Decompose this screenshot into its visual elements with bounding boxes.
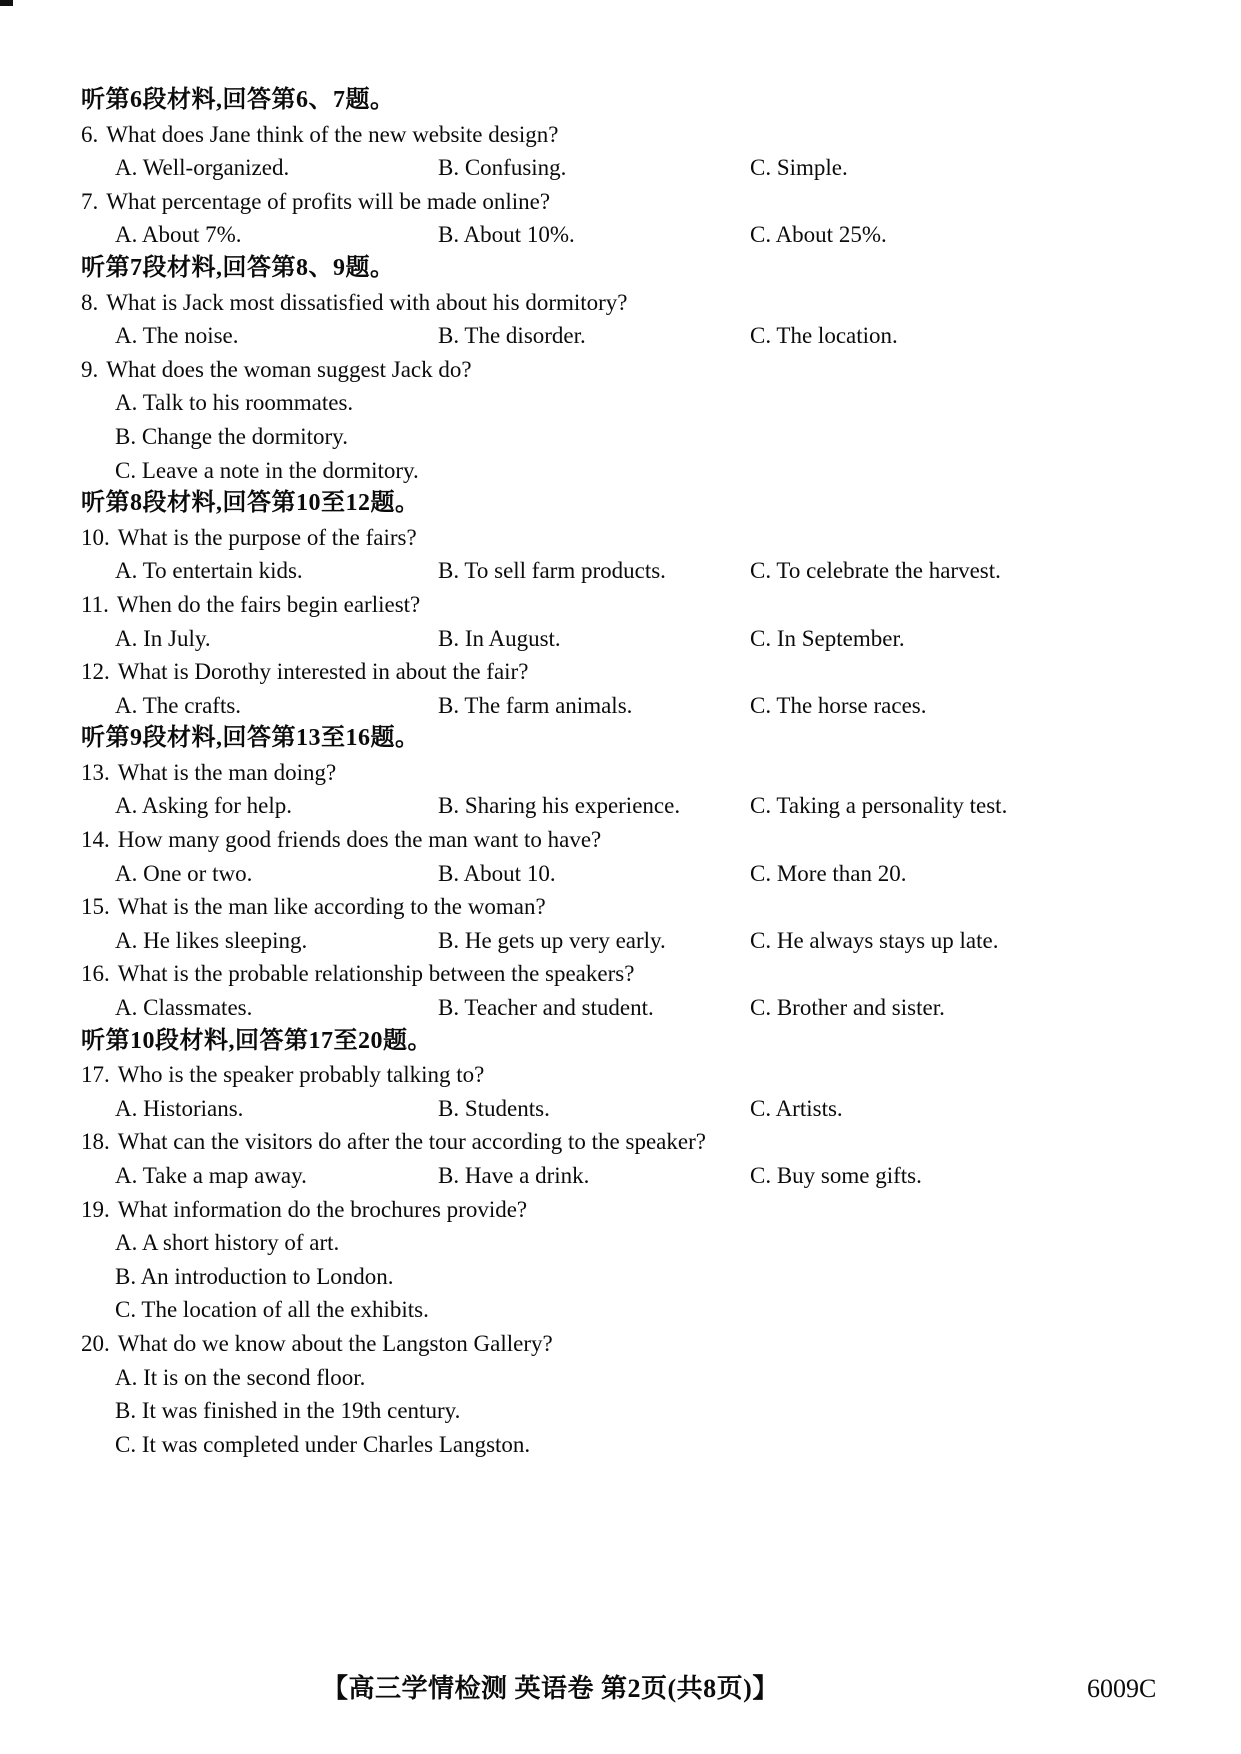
- question-number: 12.: [81, 659, 110, 685]
- option-line: A. It is on the second floor.: [115, 1364, 366, 1390]
- option-line: A. Talk to his roommates.: [115, 390, 354, 416]
- option: B. To sell farm products.: [438, 558, 666, 584]
- options-row: [81, 924, 1171, 958]
- option: C. To celebrate the harvest.: [750, 558, 1001, 584]
- section-header: 听第7段材料,回答第8、9题。: [81, 254, 395, 281]
- question-text: What does the woman suggest Jack do?: [106, 356, 472, 382]
- question-line: [81, 521, 1171, 555]
- question-text: How many good friends does the man want to have?: [117, 827, 602, 853]
- question-text: What information do the brochures provide?: [117, 1196, 528, 1222]
- option: A. Take a map away.: [115, 1163, 307, 1188]
- question-line: [81, 1193, 1171, 1227]
- option-line: A. A short history of art.: [115, 1230, 340, 1256]
- footer-paper-code: 6009C: [1087, 1674, 1157, 1703]
- question-text: What is Dorothy interested in about the fair?: [117, 659, 529, 685]
- question-line: [81, 1125, 1171, 1159]
- option: A. The noise.: [115, 323, 239, 349]
- options-row: [81, 151, 1171, 185]
- options-row: [81, 218, 1171, 252]
- options-row: [81, 991, 1171, 1025]
- option: B. Students.: [438, 1095, 550, 1121]
- option: C. In September.: [750, 625, 905, 651]
- option: C. More than 20.: [750, 860, 907, 886]
- question-number: 18.: [81, 1129, 110, 1155]
- option-line: B. Change the dormitory.: [115, 423, 348, 449]
- option: B. Teacher and student.: [438, 995, 654, 1021]
- question-line: [81, 957, 1171, 991]
- option: B. About 10%.: [438, 222, 575, 248]
- options-row: [81, 319, 1171, 353]
- section-header: 听第9段材料,回答第13至16题。: [81, 725, 420, 752]
- option: B. In August.: [438, 625, 561, 651]
- option: A. Classmates.: [115, 995, 253, 1021]
- options-row: [81, 689, 1171, 723]
- option: C. He always stays up late.: [750, 927, 999, 953]
- question-number: 16.: [81, 961, 110, 987]
- question-number: 15.: [81, 894, 110, 920]
- options-row: [81, 622, 1171, 656]
- question-line: [81, 185, 1171, 219]
- option: A. One or two.: [115, 860, 253, 886]
- option: C. The horse races.: [750, 692, 927, 718]
- option: B. About 10.: [438, 860, 556, 886]
- option: B. Have a drink.: [438, 1163, 590, 1188]
- question-number: 8.: [81, 289, 99, 315]
- scan-artifact-top-left: [0, 0, 13, 6]
- question-line: [81, 588, 1171, 622]
- question-line: [81, 1327, 1171, 1361]
- question-number: 17.: [81, 1062, 110, 1088]
- option: A. Historians.: [115, 1095, 244, 1121]
- question-text: What is Jack most dissatisfied with about his dormitory?: [106, 289, 628, 315]
- option: C. Brother and sister.: [750, 995, 945, 1021]
- options-row: [81, 1092, 1171, 1126]
- options-row: [81, 1159, 1171, 1193]
- question-text: What is the man doing?: [117, 759, 337, 785]
- question-text: What does Jane think of the new website design?: [106, 121, 559, 147]
- question-line: [81, 655, 1171, 689]
- options-row: [81, 857, 1171, 891]
- question-line: [81, 890, 1171, 924]
- page-footer: [0, 1672, 1241, 1706]
- option-line: C. It was completed under Charles Langston.: [115, 1431, 531, 1457]
- question-line: [81, 118, 1171, 152]
- section-header: 听第10段材料,回答第17至20题。: [81, 1027, 432, 1054]
- option: B. Sharing his experience.: [438, 793, 681, 819]
- questions-area: [81, 84, 1171, 1461]
- option: C. Artists.: [750, 1095, 843, 1121]
- option: A. Asking for help.: [115, 793, 292, 819]
- option: B. Confusing.: [438, 155, 567, 181]
- option-line: C. The location of all the exhibits.: [115, 1297, 429, 1323]
- question-number: 11.: [81, 591, 109, 617]
- question-line: [81, 1058, 1171, 1092]
- question-text: When do the fairs begin earliest?: [116, 591, 421, 617]
- question-text: What do we know about the Langston Gallery?: [117, 1330, 553, 1356]
- option: C. About 25%.: [750, 222, 887, 248]
- footer-exam-title: 【高三学情检测 英语卷 第2页(共8页)】: [322, 1674, 779, 1703]
- question-number: 20.: [81, 1330, 110, 1356]
- option: C. Taking a personality test.: [750, 793, 1008, 819]
- question-text: What is the purpose of the fairs?: [117, 524, 417, 550]
- option: A. About 7%.: [115, 222, 242, 248]
- question-number: 19.: [81, 1196, 110, 1222]
- option: C. Simple.: [750, 155, 848, 181]
- option: C. The location.: [750, 323, 898, 349]
- option-line: B. An introduction to London.: [115, 1263, 394, 1289]
- question-number: 14.: [81, 827, 110, 853]
- options-row: [81, 554, 1171, 588]
- question-line: [81, 353, 1171, 387]
- option-line: C. Leave a note in the dormitory.: [115, 457, 419, 483]
- option: B. The disorder.: [438, 323, 586, 349]
- section-header: 听第8段材料,回答第10至12题。: [81, 490, 420, 517]
- question-number: 6.: [81, 121, 99, 147]
- question-text: What can the visitors do after the tour according to the speaker?: [117, 1129, 706, 1155]
- question-line: [81, 756, 1171, 790]
- question-text: Who is the speaker probably talking to?: [117, 1062, 485, 1088]
- option: B. He gets up very early.: [438, 927, 666, 953]
- question-number: 10.: [81, 524, 110, 550]
- question-number: 7.: [81, 188, 99, 214]
- question-line: [81, 823, 1171, 857]
- option: C. Buy some gifts.: [750, 1163, 922, 1188]
- option: A. In July.: [115, 625, 211, 651]
- option: A. The crafts.: [115, 692, 242, 718]
- question-number: 13.: [81, 759, 110, 785]
- section-header: 听第6段材料,回答第6、7题。: [81, 87, 395, 113]
- options-row: [81, 789, 1171, 823]
- option: A. He likes sleeping.: [115, 927, 308, 953]
- question-line: [81, 286, 1171, 320]
- question-number: 9.: [81, 356, 99, 382]
- question-text: What percentage of profits will be made online?: [106, 188, 551, 214]
- option: A. To entertain kids.: [115, 558, 303, 584]
- question-text: What is the probable relationship between the speakers?: [117, 961, 635, 987]
- option: B. The farm animals.: [438, 692, 633, 718]
- option-line: B. It was finished in the 19th century.: [115, 1398, 461, 1424]
- question-text: What is the man like according to the woman?: [117, 894, 546, 920]
- option: A. Well-organized.: [115, 155, 290, 181]
